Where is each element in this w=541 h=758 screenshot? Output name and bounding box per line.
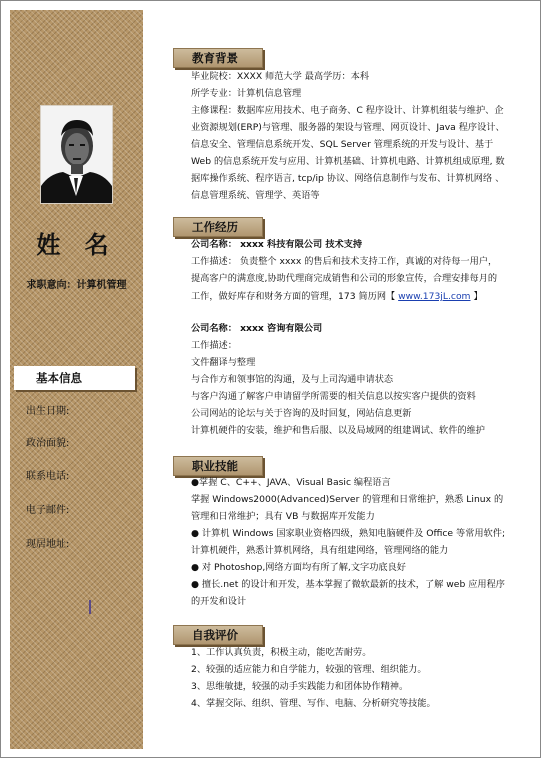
edu-line: 业资源规划(ERP)与管理、服务器的架设与管理、网页设计、Java 程序设计、 <box>191 122 505 133</box>
field-phone: 联系电话: <box>26 471 70 482</box>
skill-line: 掌握 Windows2000(Advanced)Server 的管理和日常维护，熟悉 Linux 的 <box>191 494 504 505</box>
sidebar <box>10 10 143 749</box>
field-political-status: 政治面貌: <box>26 438 70 449</box>
skill-line: ● 计算机 Windows 国家职业资格四级，熟知电脑硬件及 Office 等常用软件; <box>191 528 506 539</box>
skill-line: 管理和日常维护；具有 VB 与数据库开发能力 <box>191 511 375 522</box>
self-eval-heading: 自我评价 <box>173 625 263 645</box>
edu-line: Web 的信息系统开发与应用、计算机基础、计算机电路、计算机组成原理, 数 <box>191 156 505 167</box>
company-2: 公司名称： xxxx 咨询有限公司 <box>191 323 323 334</box>
work-desc-line: 工作描述： 负责整个 xxxx 的售后和技术支持工作，真诚的对待每一用户， <box>191 256 498 267</box>
skill-line: ● 擅长.net 的设计和开发，基本掌握了微软最新的技术，了解 web 应用程序 <box>191 579 505 590</box>
edu-line: 信息安全、管理信息系统开发、SQL Server 管理系统的开发与设计、基于 <box>191 139 494 150</box>
work-desc-line: 工作描述： <box>191 340 237 351</box>
skill-line: ●掌握 C、C++、JAVA、Visual Basic 编程语言 <box>191 477 391 488</box>
skill-line: ● 对 Photoshop,网络方面均有所了解,文字功底良好 <box>191 562 406 573</box>
work-heading: 工作经历 <box>173 217 263 237</box>
skill-line: 的开发和设计 <box>191 596 247 607</box>
self-eval-line: 1、工作认真负责，积极主动，能吃苦耐劳。 <box>191 647 372 658</box>
company-1: 公司名称： xxxx 科技有限公司 技术支持 <box>191 239 363 250</box>
work-desc-line: 提高客户的满意度,协助代理商完成销售和公司的形象宣传，合理安排每月的 <box>191 273 498 284</box>
self-eval-line: 4、掌握交际、组织、管理、写作、电脑、分析研究等技能。 <box>191 698 436 709</box>
work-desc-line: 与客户沟通了解客户申请留学所需要的相关信息以按实客户提供的资料 <box>191 391 476 402</box>
education-heading: 教育背景 <box>173 48 263 68</box>
basic-info-heading: 基本信息 <box>14 366 135 390</box>
skills-heading: 职业技能 <box>173 456 263 476</box>
work-desc-line: 计算机硬件的安装，维护和售后服、以及局域网的组建调试、软件的维护 <box>191 425 485 436</box>
self-eval-line: 2、较强的适应能力和自学能力，较强的管理、组织能力。 <box>191 664 427 675</box>
edu-line: 据库操作系统、程序语言, tcp/ip 协议、网络信息制作与发布、计算机网络 、 <box>191 173 505 184</box>
text-cursor <box>89 600 91 614</box>
job-intent: 求职意向：计算机管理 <box>26 280 127 291</box>
work-desc-line: 文件翻译与整理 <box>191 357 256 368</box>
field-email: 电子邮件: <box>26 505 70 516</box>
work-desc-line: 工作，做好库存和财务方面的管理，173 简历网【 www.173jL.com 】 <box>191 291 483 302</box>
work-desc-line: 公司网站的论坛与关于咨询的及时回复，网站信息更新 <box>191 408 412 419</box>
edu-line: 毕业院校：XXXX 师范大学 最高学历：本科 <box>191 71 370 82</box>
edu-line: 所学专业：计算机信息管理 <box>191 88 302 99</box>
profile-name: 姓 名 <box>36 231 117 259</box>
profile-photo <box>40 105 113 204</box>
resume-site-link[interactable]: www.173jL.com <box>398 291 471 302</box>
edu-line: 信息管理系统、管理学、英语等 <box>191 190 320 201</box>
field-address: 现居地址: <box>26 539 70 550</box>
edu-line: 主修课程：数据库应用技术、电子商务、C 程序设计、计算机组装与维护、企 <box>191 105 504 116</box>
skill-line: 计算机硬件，熟悉计算机网络，具有组建网络，管理网络的能力 <box>191 545 449 556</box>
self-eval-line: 3、思维敏捷，较强的动手实践能力和团体协作精神。 <box>191 681 409 692</box>
work-desc-line: 与合作方和领事馆的沟通，及与上司沟通申请状态 <box>191 374 394 385</box>
field-birthdate: 出生日期: <box>26 406 70 417</box>
